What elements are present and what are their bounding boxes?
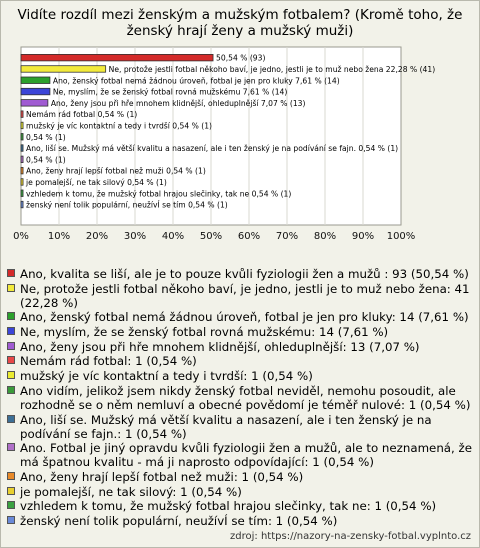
- bar: [21, 190, 23, 197]
- x-tick-label: 50%: [199, 231, 223, 242]
- legend-label: je pomalejší, ne tak silový: 1 (0,54 %): [20, 484, 242, 499]
- legend-swatch: [7, 284, 15, 292]
- bar-label: 0,54 % (1): [26, 155, 66, 165]
- chart-legend: [7, 267, 475, 529]
- legend-label: Ano, ženský fotbal nemá žádnou úroveň, fotbal je jen pro kluky: 14 (7,61 %): [20, 310, 469, 325]
- bar: [21, 134, 23, 141]
- bar-label: Ano, ženský fotbal nemá žádnou úroveň, fotbal je jen pro kluky 7,61 % (14): [52, 76, 340, 86]
- legend-item: [7, 354, 475, 368]
- bar-label: Ano, liší se. Mužský má větší kvalitu a nasazení, ale i ten ženský je na podívání se fajn. 0,54 % (1): [26, 144, 399, 154]
- legend-item: [7, 267, 475, 281]
- legend-swatch: [7, 356, 15, 364]
- bar-label: 50,54 % (93): [216, 53, 266, 63]
- bar: [21, 167, 23, 174]
- legend-item: [7, 384, 475, 412]
- legend-item: [7, 310, 475, 324]
- bar: [21, 122, 23, 129]
- bar-label: 0,54 % (1): [26, 132, 66, 142]
- legend-item: [7, 485, 475, 499]
- bar-label: je pomalejší, ne tak silový 0,54 % (1): [26, 177, 167, 187]
- legend-label: Ne, protože jestli fotbal někoho baví, je jedno, jestli je to muž nebo žena: 41 (22,28 %): [20, 281, 470, 310]
- legend-label: Ne, myslím, že se ženský fotbal rovná mužskému: 14 (7,61 %): [20, 325, 389, 340]
- legend-swatch: [7, 516, 15, 524]
- legend-label: Ano, kvalita se liší, ale je to pouze kvůli fyziologii žen a mužů : 93 (50,54 %): [20, 267, 469, 281]
- x-tick-label: 70%: [275, 231, 299, 242]
- legend-item: [7, 413, 475, 441]
- bar: [21, 201, 23, 208]
- bar: [21, 156, 23, 163]
- bar: [21, 145, 23, 152]
- legend-swatch: [7, 472, 15, 480]
- legend-label: ženský není tolik populární, neužívÍ se tím: 1 (0,54 %): [20, 513, 338, 528]
- bar-label: ženský není tolik populární, neužívÍ se tím 0,54 % (1): [26, 200, 228, 210]
- legend-swatch: [7, 327, 15, 335]
- bar-label: vzhledem k tomu, že mužský fotbal hrajou slečinky, tak ne 0,54 % (1): [26, 189, 292, 199]
- legend-item: [7, 470, 475, 484]
- bar-label: Ano, ženy jsou při hře mnohem klidnější, ohleduplnější 7,07 % (13): [50, 98, 306, 108]
- legend-swatch: [7, 312, 15, 320]
- legend-item: [7, 282, 475, 310]
- bar-label: Ne, myslím, že se ženský fotbal rovná mužskému 7,61 % (14): [52, 87, 288, 97]
- x-tick-label: 30%: [123, 231, 147, 242]
- legend-item: [7, 514, 475, 528]
- legend-label: Ano vidím, jelikož jsem nikdy ženský fotbal neviděl, nemohu posoudit, ale rozhodně se o něm nemluví a obecné povědomí je téměř nulové: 1 (0,54 %): [20, 383, 471, 412]
- bar-chart: [1, 1, 479, 263]
- bar-label: mužský je víc kontaktní a tedy i tvrdší 0,54 % (1): [26, 121, 213, 131]
- bar-label: Ano, ženy hrají lepší fotbal než muži 0,54 % (1): [26, 166, 206, 176]
- legend-label: Ano, liší se. Mužský má větší kvalitu a nasazení, ale i ten ženský je na podívání se fajn.: 1 (0,54 %): [20, 412, 432, 441]
- legend-swatch: [7, 371, 15, 379]
- legend-swatch: [7, 415, 15, 423]
- legend-item: [7, 340, 475, 354]
- x-tick-label: 20%: [85, 231, 109, 242]
- legend-swatch: [7, 501, 15, 509]
- bar: [21, 88, 50, 95]
- bar: [21, 111, 23, 118]
- legend-swatch: [7, 443, 15, 451]
- source-note: zdroj: https://nazory-na-zensky-fotbal.vyplnto.cz: [230, 531, 471, 542]
- bar: [21, 179, 23, 186]
- legend-item: [7, 499, 475, 513]
- bar: [21, 54, 213, 61]
- bar: [21, 66, 106, 73]
- legend-label: Ano. Fotbal je jiný opravdu kvůli fyziologii žen a mužů, ale to neznamená, že má špatnou kvalitu - má ji naprosto odpovídající: 1 (0,54 %): [20, 441, 472, 470]
- legend-swatch: [7, 342, 15, 350]
- x-tick-label: 0%: [13, 231, 29, 242]
- bar-label: Ne, protože jestli fotbal někoho baví, je jedno, jestli je to muž nebo žena 22,28 % (41): [108, 64, 436, 74]
- legend-label: Ano, ženy hrají lepší fotbal než muži: 1 (0,54 %): [20, 469, 304, 484]
- legend-swatch: [7, 269, 15, 277]
- x-tick-label: 40%: [161, 231, 185, 242]
- x-tick-label: 80%: [313, 231, 337, 242]
- x-tick-label: 100%: [386, 231, 416, 242]
- legend-label: mužský je víc kontaktní a tedy i tvrdší: 1 (0,54 %): [20, 369, 313, 384]
- bar-label: Nemám rád fotbal 0,54 % (1): [26, 110, 138, 120]
- legend-item: [7, 369, 475, 383]
- legend-item: [7, 325, 475, 339]
- legend-label: Nemám rád fotbal: 1 (0,54 %): [20, 354, 197, 369]
- x-tick-label: 10%: [47, 231, 71, 242]
- x-tick-label: 90%: [351, 231, 375, 242]
- x-tick-label: 60%: [237, 231, 261, 242]
- legend-item: [7, 441, 475, 469]
- chart-title: Vidíte rozdíl mezi ženským a mužským fotbalem? (Kromě toho, že ženský hrají ženy a mužský muži): [17, 7, 463, 39]
- legend-swatch: [7, 386, 15, 394]
- legend-label: vzhledem k tomu, že mužský fotbal hrajou slečinky, tak ne: 1 (0,54 %): [20, 499, 437, 514]
- legend-swatch: [7, 487, 15, 495]
- legend-label: Ano, ženy jsou při hře mnohem klidnější, ohleduplnější: 13 (7,07 %): [20, 339, 420, 354]
- bar: [21, 77, 50, 84]
- bar: [21, 100, 48, 107]
